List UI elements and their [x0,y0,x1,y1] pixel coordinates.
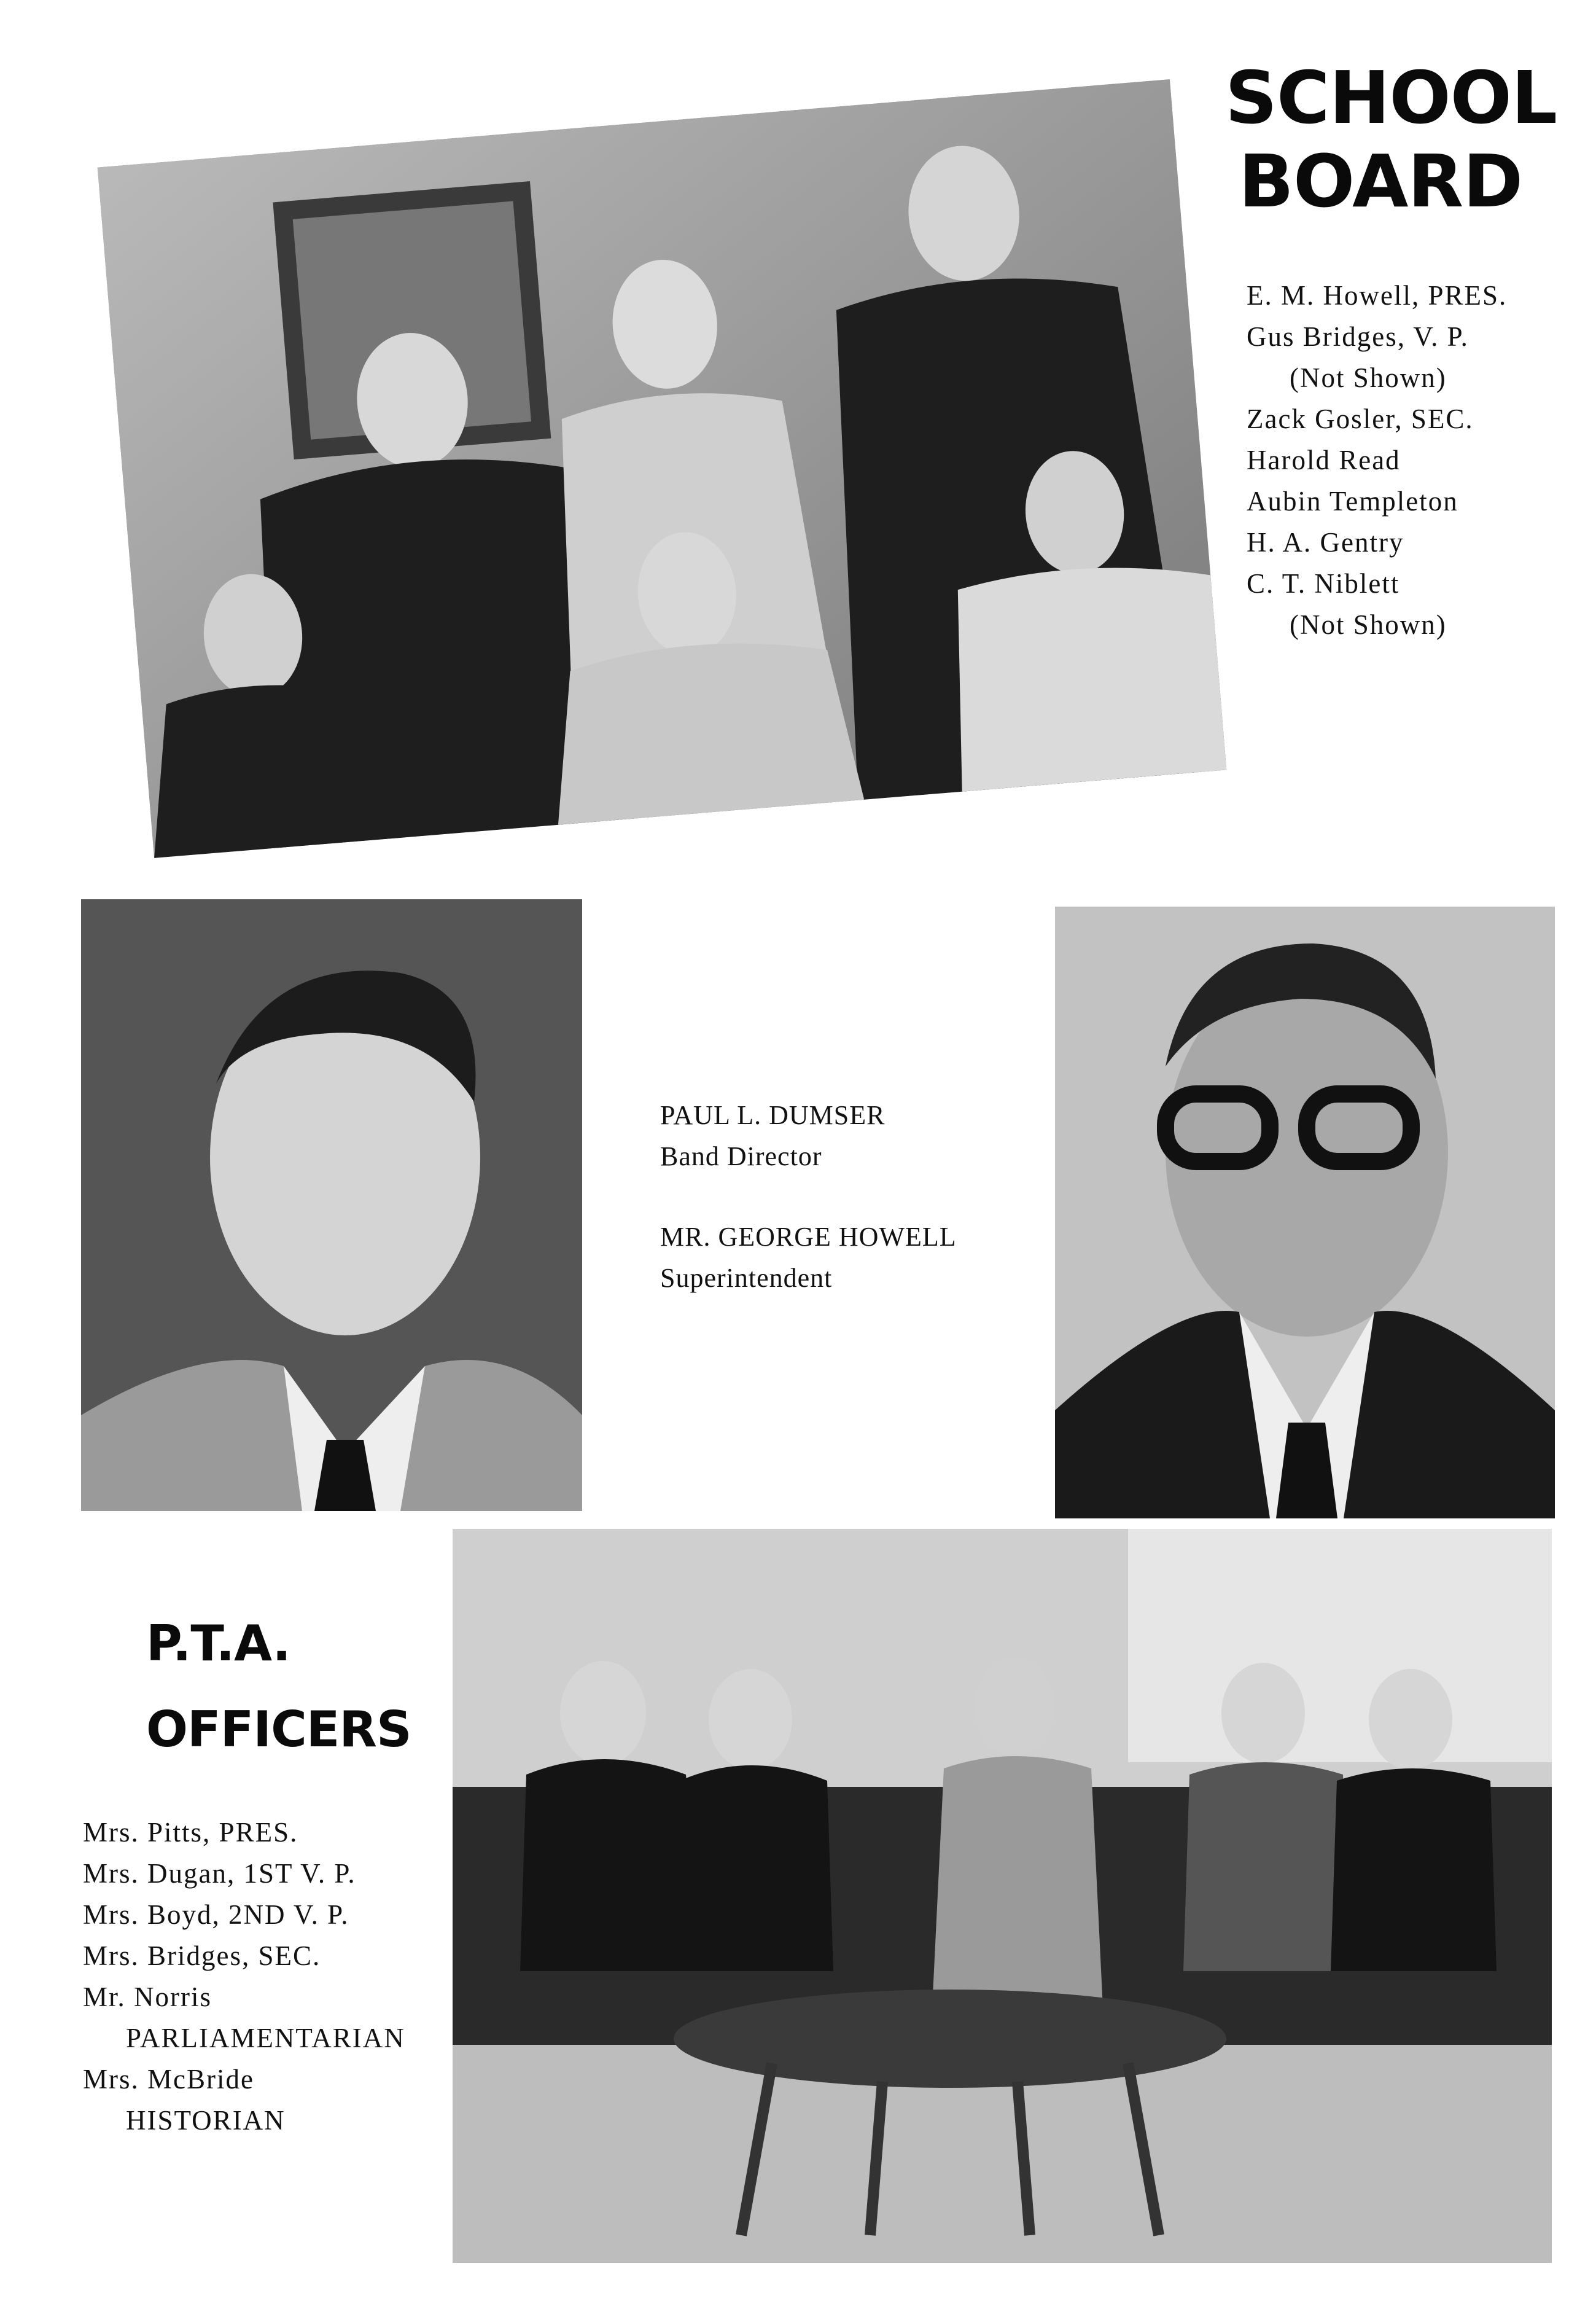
superintendent-portrait [1055,907,1555,1518]
officer: Mr. Norris [83,1982,212,2012]
officer-role: PARLIAMENTARIAN [126,2023,405,2053]
officer: Mrs. Boyd, 2ND V. P. [83,1899,349,1930]
pta-title-line1: P.T.A. [146,1615,290,1672]
superintendent-title: Superintendent [660,1263,833,1293]
officer: Mrs. Bridges, SEC. [83,1940,321,1971]
school-board-members [1247,275,1507,646]
staff-captions [660,1095,957,1299]
pta-officers-photo [453,1529,1552,2263]
member: H. A. Gentry [1247,527,1404,558]
member-note: (Not Shown) [1290,609,1447,640]
member: C. T. Niblett [1247,568,1400,599]
pta-officers [83,1812,405,2141]
officer: Mrs. McBride [83,2064,254,2095]
school-board-title-line1: SCHOOL [1225,55,1557,140]
school-board-title-line2: BOARD [1239,139,1523,224]
band-director-portrait [81,899,582,1511]
officer: Mrs. Pitts, PRES. [83,1817,298,1848]
school-board-photo [98,79,1227,858]
member-note: (Not Shown) [1290,362,1447,393]
school-board-title [1225,55,1557,224]
superintendent-name: MR. GEORGE HOWELL [660,1222,957,1252]
pta-title [146,1615,411,1758]
officer-role: HISTORIAN [126,2105,286,2136]
band-director-title: Band Director [660,1141,822,1171]
member: Aubin Templeton [1247,486,1458,517]
member: Zack Gosler, SEC. [1247,404,1474,434]
member: E. M. Howell, PRES. [1247,280,1508,311]
member: Harold Read [1247,445,1401,475]
band-director-name: PAUL L. DUMSER [660,1100,886,1130]
pta-title-line2: OFFICERS [146,1701,411,1758]
officer: Mrs. Dugan, 1ST V. P. [83,1858,356,1889]
member: Gus Bridges, V. P. [1247,321,1469,352]
